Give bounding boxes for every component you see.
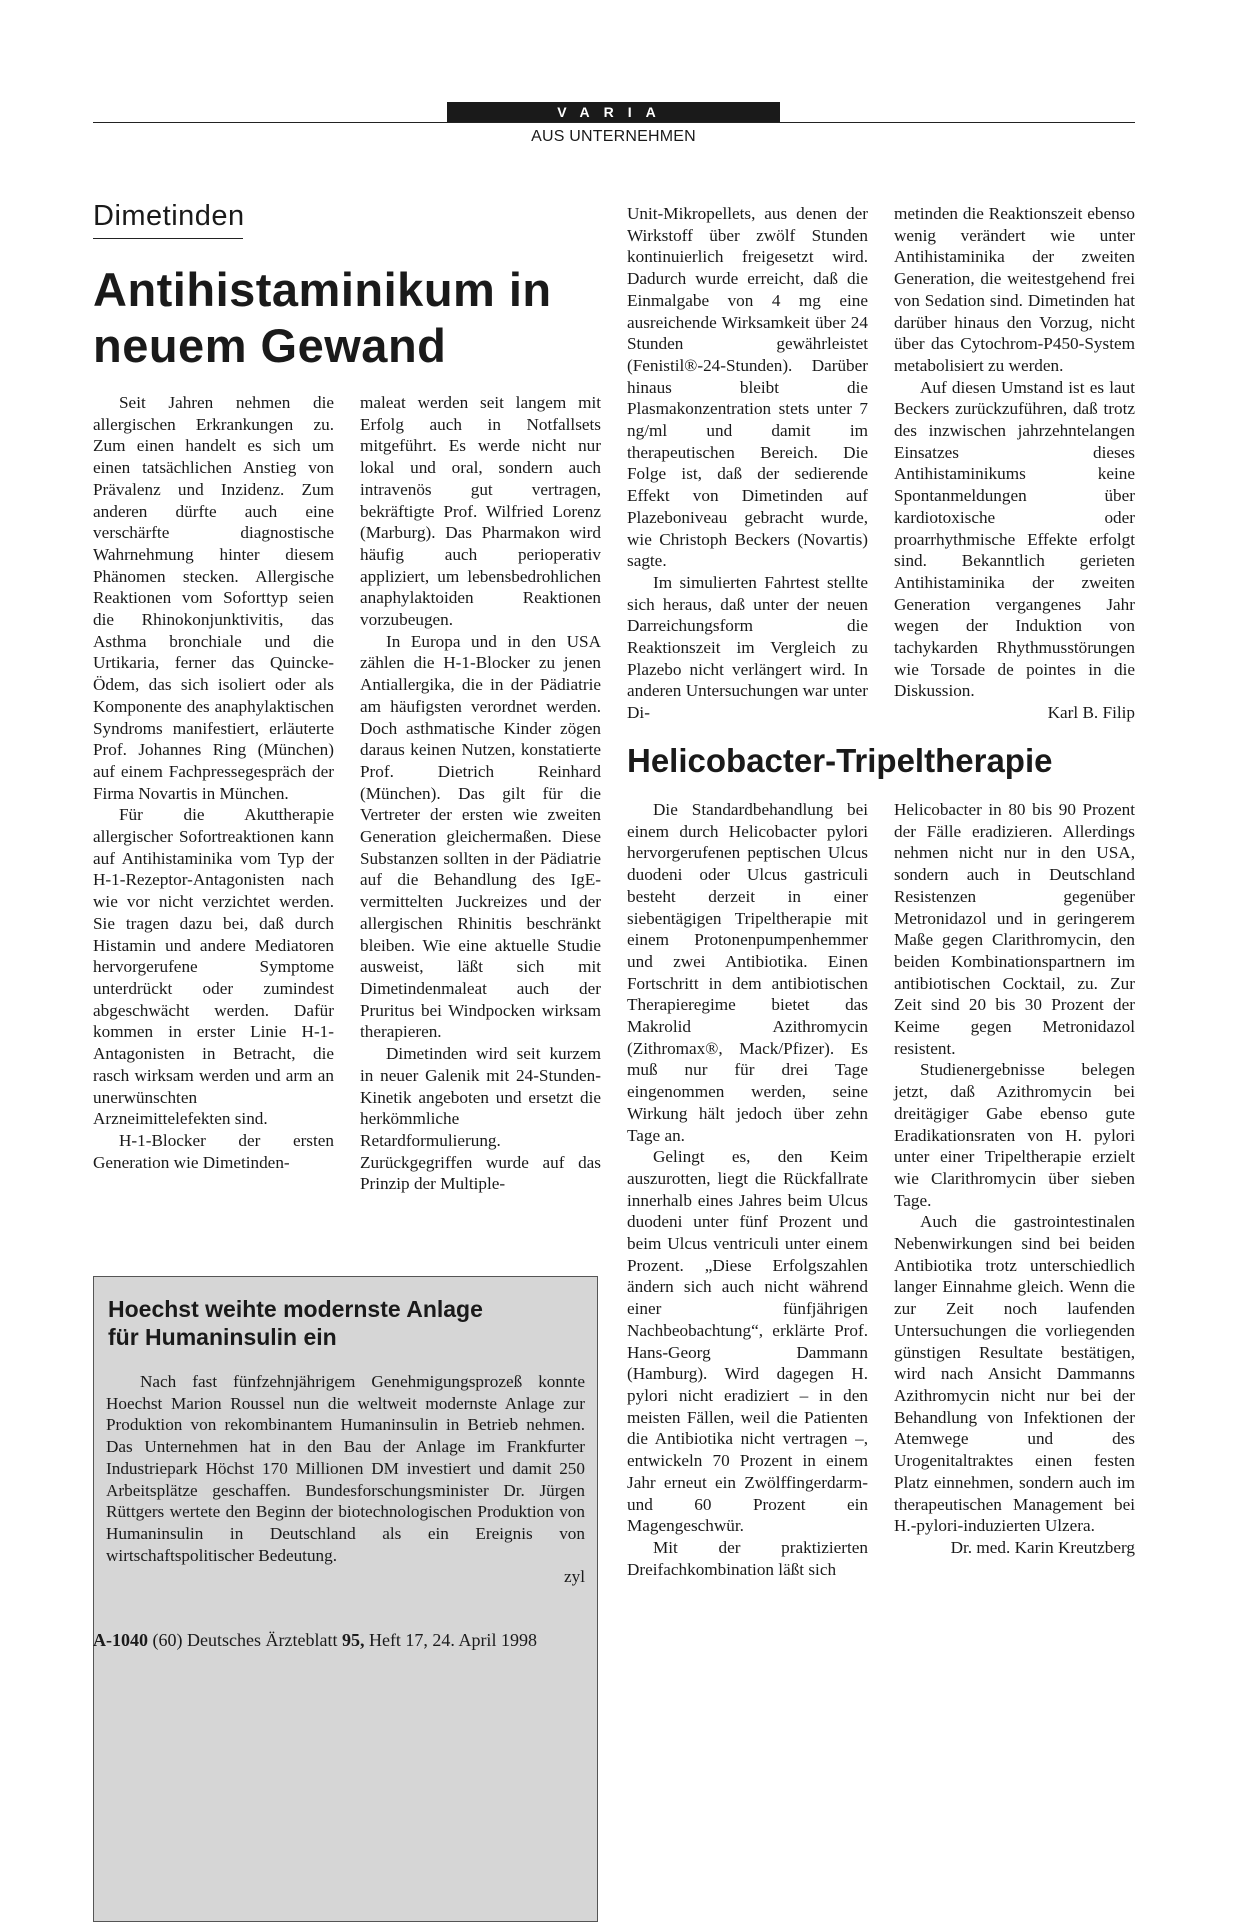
paragraph: Auch die gastrointestinalen Nebenwirkungen sind bei beiden Antibiotika trotz unterschiedlich langer Einnahme gleich. Wenn die zur Zeit noch laufenden Untersuchungen die vorliegenden günstigen Resultate bestätigen, wird nach Ansicht Dammanns Azithromycin nicht nur bei der Behandlung von Infektionen der Atemwege und des Urogenitaltraktes einen festen Platz einnehmen, sondern auch im therapeutischen Management bei H.-pylori-induzierten Ulzera. [894,1212,1135,1536]
article-author: Dr. med. Karin Kreutzberg [950,1537,1135,1557]
paragraph: In Europa und in den USA zählen die H-1-Blocker zu jenen Antiallergika, die in der Pädiatrie am häufigsten verordnet werden. Doch asthmatische Kinder zögen daraus keinen Nutzen, konstatierte Prof. Dietrich Reinhard (München). Das gilt für die Vertreter der ersten wie zweiten Generation gleichermaßen. Diese Substanzen sollten in der Pädiatrie auf die Behandlung des IgE-vermittelten Juckreizes und der allergischen Rhinitis beschränkt bleiben. Wie eine aktuelle Studie ausweist, läßt sich mit Dimetindenmaleat auch der Pruritus bei Windpocken wirksam therapieren. [360,631,601,1042]
volume: 95, [341,1630,365,1650]
box-headline-line-2: für Humaninsulin ein [108,1324,337,1350]
article1-column-2 [360,392,601,1195]
page-footer [93,1630,537,1651]
paragraph: metinden die Reaktionszeit ebenso wenig verändert wie unter Antihistaminika der zweiten Generation, die weitestgehend frei von Sedation sind. Dimetinden hat darüber hinaus den Vorzug, nicht über das Cytochrom-P450-System metabolisiert zu werden. [894,204,1135,375]
paragraph: Auf diesen Umstand ist es laut Beckers zurückzuführen, daß trotz des inzwischen jahrzehntelangen Einsatzes dieses Antihistaminikums keine Spontanmeldungen über kardiotoxische oder proarrhythmische Effekte erfolgt sind. Bekanntlich gerieten Antihistaminika der zweiten Generation vergangenes Jahr wegen der Induktion von tachykarden Rhythmusstörungen wie Torsade de pointes in die Diskussion. [894,377,1135,701]
paragraph: Für die Akuttherapie allergischer Sofortreaktionen kann auf Antihistaminika vom Typ der H-1-Rezeptor-Antagonisten nach wie vor nicht verzichtet werden. Sie tragen dazu bei, daß durch Histamin und andere Mediatoren hervorgerufene Symptome unterdrückt oder zumindest abgeschwächt werden. Dafür kommen in erster Linie H-1-Antagonisten in Betracht, die rasch wirksam werden und arm an unerwünschten Arzneimittelefekten sind. [93,805,334,1129]
paragraph: Helicobacter in 80 bis 90 Prozent der Fälle eradizieren. Allerdings nehmen nicht nur in den USA, sondern auch in Deutschland Resistenzen gegenüber Metronidazol und in geringerem Maße gegen Clarithromycin, den beiden Kombinationspartnern im antibiotischen Cocktail, zu. Zur Zeit sind 20 bis 30 Prozent der Keime gegen Metronidazol resistent. [894,800,1135,1058]
box-author: zyl [564,1567,585,1587]
paragraph: H-1-Blocker der ersten Generation wie Dimetinden- [93,1130,334,1172]
page-code: A-1040 [93,1630,148,1650]
article1-column-4 [894,203,1135,724]
paragraph: Die Standardbehandlung bei einem durch Helicobacter pylori hervorgerufenen peptischen Ulcus duodeni oder Ulcus gastriculi besteht derzeit in einer siebentägigen Tripeltherapie mit einem Protonenpumpenhemmer und zwei Antibiotika. Einen Fortschritt in dem antibiotischen Therapieregime bietet das Makrolid Azithromycin (Zithromax®, Mack/Pfizer). Es muß nur für drei Tage eingenommen werden, seine Wirkung hält jedoch über zehn Tage an. [627,800,868,1145]
box-body [106,1371,585,1588]
subsection-label: AUS UNTERNEHMEN [531,128,696,145]
paragraph: Seit Jahren nehmen die allergischen Erkrankungen zu. Zum einen handelt es sich um einen tatsächlichen Anstieg von Prävalenz und Inzidenz. Zum anderen dürfte auch eine verschärfte diagnostische Wahrnehmung hinter diesem Phänomen stecken. Allergische Reaktionen vom Soforttyp seien die Rhinokonjunktivitis, das Asthma bronchiale und die Urtikaria, ferner das Quincke-Ödem, das sich isoliert oder als Komponente des anaphylaktischen Syndroms manifestiert, erläuterte Prof. Johannes Ring (München) auf einem Fachpressegespräch der Firma Novartis in München. [93,393,334,803]
paragraph: Dimetinden wird seit kurzem in neuer Galenik mit 24-Stunden-Kinetik angeboten und ersetzt die herkömmliche Retardformulierung. Zurückgegriffen wurde auf das Prinzip der Multiple- [360,1044,601,1194]
article-headline: Antihistaminikum in neuem Gewand [93,263,552,372]
article2-column-2 [894,799,1135,1559]
issue: Heft 17, 24. April 1998 [368,1630,537,1650]
section-label: VARIA [447,102,780,122]
paragraph: Unit-Mikropellets, aus denen der Wirkstoff über zwölf Stunden kontinuierlich freigesetzt wird. Dadurch wurde erreicht, daß die Einmalgabe von 4 mg eine ausreichende Wirksamkeit über 24 Stunden gewährleistet (Fenistil®-24-Stunden). Darüber hinaus bleibt die Plasmakonzentration stets unter 7 ng/ml und damit im therapeutischen Bereich. Die Folge ist, daß der sedierende Effekt von Dimetinden auf Plazeboniveau gebracht wurde, wie Christoph Beckers (Novartis) sagte. [627,204,868,571]
article2-headline: Helicobacter-Tripeltherapie [627,742,1053,779]
box-headline-line-1: Hoechst weihte modernste Anlage [108,1296,483,1322]
paragraph: maleat werden seit langem mit Erfolg auch in Notfallsets mitgeführt. Es werde nicht nur lokal und oral, sondern auch intravenös gut vertragen, bekräftigte Prof. Wilfried Lorenz (Marburg). Das Pharmakon wird häufig auch perioperativ appliziert, um lebensbedrohlichen anaphylaktoiden Reaktionen vorzubeugen. [360,393,601,630]
article-author: Karl B. Filip [1047,703,1135,723]
article1-column-3 [627,203,868,724]
article2-column-1 [627,799,868,1580]
article1-column-1 [93,392,334,1173]
paragraph: Studienergebnisse belegen jetzt, daß Azithromycin bei dreitägiger Gabe ebenso gute Eradikationsraten von H. pylori unter einer Tripeltherapie erzielt wie Clarithromycin über sieben Tage. [894,1060,1135,1210]
paragraph: Nach fast fünfzehnjährigem Genehmigungsprozeß konnte Hoechst Marion Roussel nun die weltweit modernste Anlage zur Produktion von rekombinantem Humaninsulin in Betrieb nehmen. Das Unternehmen hat in den Bau der Anlage im Frankfurter Industriepark Höchst 170 Millionen DM investiert und damit 250 Arbeitsplätze geschaffen. Bundesforschungsminister Dr. Jürgen Rüttgers wertete den Beginn der biotechnologischen Produktion von Humaninsulin in Deutschland als ein Ereignis von wirtschaftspolitischer Bedeutung. [106,1372,585,1565]
paragraph: Im simulierten Fahrtest stellte sich heraus, daß unter der neuen Darreichungsform die Reaktionszeit im Vergleich zu Plazebo nicht verlängert wird. In anderen Untersuchungen war unter Di- [627,572,869,723]
journal-name: Deutsches Ärzteblatt [187,1630,338,1650]
kicker-underline [93,238,243,239]
news-box [93,1276,598,1922]
paragraph: Mit der praktizierten Dreifachkombination läßt sich [627,1537,868,1579]
paragraph: Gelingt es, den Keim auszurotten, liegt die Rückfallrate innerhalb eines Jahres beim Ulcus duodeni unter fünf Prozent und beim Ulcus ventriculi unter einem Prozent. „Diese Erfolgszahlen ändern sich auch nicht während einer fünfjährigen Nachbeobachtung“, erklärte Prof. Hans-Georg Dammann (Hamburg). Wird dagegen H. pylori nicht eradiziert – in den meisten Fällen, weil die Patienten die Antibiotika nicht vertragen –, entwickeln 70 Prozent in einem Jahr erneut ein Zwölffingerdarm- und 60 Prozent ein Magengeschwür. [627,1147,868,1536]
header-rule [93,122,1135,123]
article-kicker: Dimetinden [93,200,245,232]
page-number: (60) [152,1630,183,1650]
box-headline [108,1295,578,1351]
